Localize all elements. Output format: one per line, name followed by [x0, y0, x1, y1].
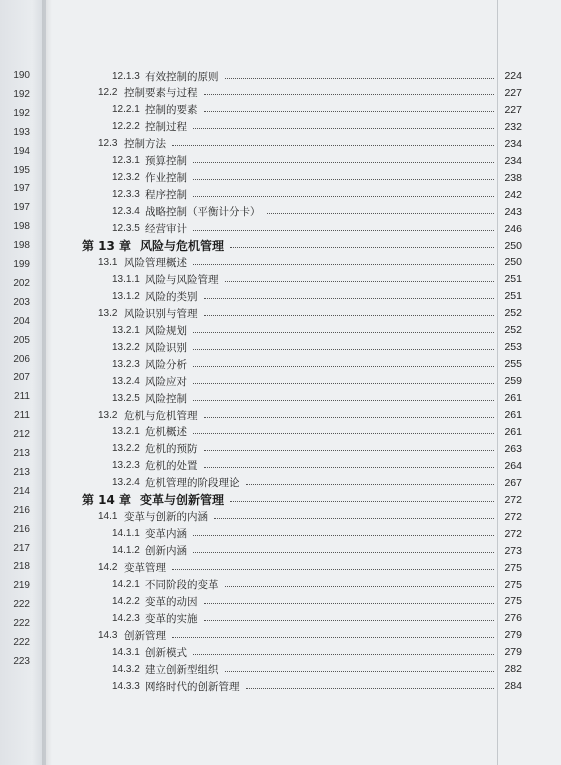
toc-entry-title: 风险识别与管理 — [124, 307, 198, 320]
toc-entry-number: 12.3.2 — [112, 172, 140, 184]
toc-page-number: 272 — [504, 493, 522, 506]
toc-entry-title: 变革的动因 — [145, 595, 198, 608]
toc-section-row[interactable] — [98, 627, 522, 643]
toc-subsection-row[interactable] — [112, 170, 522, 186]
toc-entry-number: 12.2.1 — [112, 104, 140, 116]
toc-entry-title: 危机的预防 — [145, 443, 198, 456]
left-page-number: 211 — [14, 410, 30, 422]
toc-entry-number: 13.2 — [98, 409, 118, 421]
toc-entry-title: 不同阶段的变革 — [145, 579, 219, 591]
toc-entry-title: 经营审计 — [145, 223, 187, 236]
toc-dot-leader — [193, 190, 494, 197]
toc-subsection-row[interactable] — [112, 424, 522, 440]
toc-entry-number: 14.2 — [98, 562, 118, 574]
toc-section-row[interactable] — [98, 254, 522, 270]
toc-page-number: 261 — [504, 392, 522, 405]
left-page-number: 217 — [13, 542, 30, 554]
toc-entry-number: 13.2.1 — [112, 426, 140, 438]
toc-page-number: 251 — [504, 290, 522, 303]
toc-entry-number: 14.1 — [98, 511, 118, 523]
toc-page-number: 224 — [504, 70, 522, 82]
toc-entry-number: 第 14 章 — [82, 493, 132, 508]
toc-entry-title: 控制的要素 — [145, 104, 198, 117]
toc-entry-title: 变革的实施 — [145, 612, 198, 625]
toc-subsection-row[interactable] — [112, 543, 522, 559]
toc-page-number: 234 — [504, 154, 522, 167]
toc-subsection-row[interactable] — [112, 339, 522, 355]
toc-subsection-row[interactable] — [112, 204, 522, 220]
toc-dot-leader — [193, 173, 494, 180]
toc-dot-leader — [230, 495, 494, 502]
toc-entry-title: 作业控制 — [145, 172, 187, 185]
toc-page-number: 275 — [504, 595, 522, 608]
toc-entry-number: 13.2 — [98, 307, 118, 319]
toc-entry-number: 14.2.2 — [112, 595, 140, 607]
toc-page-number: 252 — [504, 307, 522, 320]
left-page-number: 213 — [13, 448, 30, 459]
toc-dot-leader — [204, 614, 495, 621]
toc-entry-title: 风险与风险管理 — [145, 273, 219, 286]
toc-dot-leader — [193, 377, 494, 384]
toc-entry-title: 创新内涵 — [145, 545, 187, 558]
left-page-number: 206 — [13, 353, 30, 365]
left-page-number: 193 — [13, 126, 30, 138]
left-page-number: 214 — [13, 485, 30, 497]
toc-entry-number: 13.1.2 — [112, 290, 140, 302]
toc-entry-number: 13.2.4 — [112, 375, 140, 387]
toc-entry-title: 风险规划 — [145, 324, 187, 337]
toc-entry-number: 13.1 — [98, 256, 118, 268]
toc-dot-leader — [193, 360, 494, 367]
toc-dot-leader — [230, 241, 494, 248]
toc-subsection-row[interactable] — [112, 187, 522, 203]
toc-entry-title: 控制过程 — [145, 121, 187, 134]
toc-section-row[interactable] — [98, 85, 522, 101]
toc-dot-leader — [225, 72, 495, 79]
toc-entry-title: 风险分析 — [145, 358, 187, 371]
left-page-number: 204 — [13, 315, 30, 327]
left-page-number: 213 — [13, 466, 30, 478]
toc-entry-number: 14.1.2 — [112, 545, 140, 557]
left-page-number: 194 — [13, 145, 30, 157]
toc-subsection-row[interactable] — [112, 373, 522, 389]
toc-entry-title: 战略控制（平衡计分卡） — [145, 206, 261, 219]
toc-entry-title: 变革与创新的内涵 — [124, 511, 208, 524]
left-page-number: 203 — [13, 296, 30, 308]
toc-page-number: 242 — [504, 188, 522, 201]
toc-dot-leader — [172, 631, 494, 638]
toc-dot-leader — [214, 512, 494, 519]
toc-page-number: 284 — [504, 680, 522, 693]
toc-subsection-row[interactable] — [112, 322, 522, 338]
toc-entry-number: 12.3.3 — [112, 189, 140, 201]
toc-subsection-row[interactable] — [112, 356, 522, 372]
toc-entry-number: 12.3 — [98, 138, 118, 150]
left-page-number: 197 — [13, 202, 30, 214]
toc-entry-number: 12.1.3 — [112, 70, 140, 82]
toc-subsection-row[interactable] — [112, 593, 522, 609]
toc-page-number: 282 — [504, 663, 522, 676]
toc-entry-number: 14.2.3 — [112, 612, 140, 624]
toc-page-number: 251 — [504, 273, 522, 286]
left-page-number: 192 — [13, 107, 30, 119]
toc-section-row[interactable] — [98, 407, 522, 423]
toc-subsection-row[interactable] — [112, 288, 522, 304]
toc-page-number: 250 — [504, 256, 522, 269]
left-page-number: 211 — [14, 391, 30, 403]
toc-entry-number: 14.3.1 — [112, 646, 140, 658]
toc-page-number: 234 — [504, 137, 522, 150]
toc-subsection-row[interactable] — [112, 153, 522, 169]
toc-dot-leader — [193, 258, 494, 265]
toc-dot-leader — [193, 529, 494, 536]
toc-page-number: 261 — [504, 425, 522, 438]
toc-entry-title: 风险与危机管理 — [140, 239, 225, 253]
toc-entry-number: 13.2.1 — [112, 324, 140, 336]
toc-entry-number: 13.2.3 — [112, 358, 140, 370]
toc-entry-number: 第 13 章 — [82, 239, 132, 253]
toc-entry-title: 变革管理 — [124, 562, 166, 575]
toc-subsection-row[interactable] — [112, 678, 522, 694]
toc-dot-leader — [193, 394, 494, 401]
toc-subsection-row[interactable] — [112, 102, 522, 118]
toc-chapter-row[interactable] — [82, 492, 522, 508]
toc-dot-leader — [204, 105, 495, 112]
toc-entry-title: 危机管理的阶段理论 — [145, 477, 240, 490]
toc-entry-title: 创新管理 — [124, 629, 166, 642]
toc-section-row[interactable] — [98, 136, 522, 152]
left-page-number: 205 — [13, 334, 30, 346]
toc-page-number: 272 — [504, 527, 522, 540]
toc-page-number: 255 — [504, 358, 522, 371]
left-page-number: 212 — [13, 429, 30, 441]
toc-dot-leader — [193, 343, 494, 350]
toc-entry-title: 控制方法 — [124, 138, 166, 151]
toc-dot-leader — [193, 427, 494, 434]
left-page-number: 192 — [13, 88, 30, 100]
toc-dot-leader — [267, 207, 495, 214]
toc-entry-title: 风险的类别 — [145, 290, 198, 303]
toc-page-number: 243 — [504, 205, 522, 218]
toc-page-number: 275 — [504, 561, 522, 574]
toc-entry-title: 危机与危机管理 — [124, 409, 198, 422]
toc-entry-number: 14.2.1 — [112, 579, 140, 590]
toc-entry-number: 12.3.5 — [112, 223, 140, 235]
toc-page-number: 259 — [504, 375, 522, 388]
toc-subsection-row[interactable] — [112, 475, 522, 491]
toc-dot-leader — [204, 444, 495, 451]
left-page-number: 222 — [13, 618, 30, 630]
toc-subsection-row[interactable] — [112, 526, 522, 542]
left-page-number: 222 — [13, 599, 30, 611]
toc-page-number: 272 — [504, 510, 522, 523]
toc-entry-title: 程序控制 — [145, 189, 187, 202]
toc-dot-leader — [204, 461, 495, 468]
toc-entry-number: 13.1.1 — [112, 273, 140, 285]
toc-entry-number: 14.3.3 — [112, 680, 140, 692]
toc-subsection-row[interactable] — [112, 458, 522, 474]
toc-dot-leader — [246, 682, 495, 689]
toc-page-number: 264 — [504, 459, 522, 472]
toc-page-number: 227 — [504, 86, 522, 99]
toc-entry-number: 13.2.3 — [112, 460, 140, 472]
left-page-number: 197 — [13, 183, 30, 195]
toc-dot-leader — [225, 275, 495, 282]
toc-entry-number: 14.3.2 — [112, 663, 140, 675]
toc-section-row[interactable] — [98, 509, 522, 525]
left-page-number: 195 — [13, 164, 30, 176]
toc-entry-number: 13.2.5 — [112, 392, 140, 404]
toc-dot-leader — [225, 665, 495, 672]
toc-subsection-row[interactable] — [112, 610, 522, 626]
toc-entry-title: 预算控制 — [145, 155, 187, 168]
toc-chapter-row[interactable] — [82, 238, 522, 254]
toc-dot-leader — [204, 597, 495, 604]
toc-dot-leader — [193, 156, 494, 163]
toc-page-number: 273 — [504, 544, 522, 557]
toc-dot-leader — [204, 292, 495, 299]
toc-page-number: 252 — [504, 324, 522, 337]
toc-page-number: 267 — [504, 476, 522, 489]
toc-entry-number: 14.1.1 — [112, 528, 140, 540]
toc-subsection-row[interactable] — [112, 271, 522, 287]
toc-page-number: 275 — [504, 578, 522, 591]
toc-section-row[interactable] — [98, 305, 522, 321]
toc-page-number: 246 — [504, 222, 522, 235]
toc-page-number: 279 — [504, 629, 522, 642]
toc-page-number: 238 — [504, 171, 522, 184]
toc-dot-leader — [172, 139, 494, 146]
toc-entry-title: 有效控制的原则 — [145, 70, 219, 83]
toc-entry-title: 危机概述 — [145, 426, 187, 439]
toc-page-number: 263 — [504, 442, 522, 455]
toc-dot-leader — [193, 122, 494, 129]
toc-entry-number: 13.2.4 — [112, 477, 140, 489]
toc-entry-number: 13.2.2 — [112, 443, 140, 455]
left-page-number: 199 — [13, 259, 30, 270]
toc-entry-title: 风险识别 — [145, 341, 187, 354]
left-page-number: 223 — [13, 655, 30, 667]
toc-entry-title: 控制要素与过程 — [124, 87, 198, 100]
left-page-number: 219 — [13, 580, 30, 592]
toc-entry-number: 12.3.1 — [112, 155, 140, 167]
toc-subsection-row[interactable] — [112, 577, 522, 593]
toc-dot-leader — [225, 580, 495, 587]
left-page-number: 198 — [13, 240, 30, 252]
toc-subsection-row[interactable] — [112, 221, 522, 237]
toc-dot-leader — [193, 648, 494, 655]
left-page-number: 216 — [13, 504, 30, 516]
toc-page-number: 279 — [504, 646, 522, 659]
toc-dot-leader — [193, 224, 494, 231]
toc-dot-leader — [204, 411, 495, 418]
toc-page-number: 232 — [504, 120, 522, 133]
toc-page-number: 261 — [504, 409, 522, 421]
toc-dot-leader — [204, 88, 495, 95]
toc-entry-title: 创新模式 — [145, 646, 187, 659]
toc-entry-title: 建立创新型组织 — [145, 663, 219, 676]
toc-entry-title: 变革与创新管理 — [140, 493, 225, 508]
toc-entry-number: 14.3 — [98, 629, 118, 641]
left-page-number: 202 — [13, 277, 30, 289]
toc-subsection-row[interactable] — [112, 119, 522, 135]
toc-dot-leader — [193, 546, 494, 553]
left-page-number: 190 — [13, 70, 30, 81]
toc-subsection-row[interactable] — [112, 68, 522, 84]
left-page-number: 216 — [13, 523, 30, 535]
toc-page-number: 276 — [504, 612, 522, 625]
toc-section-row[interactable] — [98, 560, 522, 576]
toc-subsection-row[interactable] — [112, 390, 522, 406]
toc-subsection-row[interactable] — [112, 661, 522, 677]
left-page-number: 207 — [13, 372, 30, 384]
toc-entry-title: 变革内涵 — [145, 528, 187, 541]
toc-entry-title: 危机的处置 — [145, 460, 198, 473]
toc-subsection-row[interactable] — [112, 644, 522, 660]
toc-page-number: 250 — [504, 239, 522, 252]
toc-dot-leader — [246, 478, 495, 485]
toc-entry-title: 风险控制 — [145, 392, 187, 405]
toc-dot-leader — [172, 563, 494, 570]
left-page-number: 198 — [13, 221, 30, 233]
toc-entry-title: 风险应对 — [145, 375, 187, 388]
toc-page-number: 227 — [504, 103, 522, 116]
toc-entry-number: 13.2.2 — [112, 341, 140, 353]
toc-subsection-row[interactable] — [112, 441, 522, 457]
toc-dot-leader — [193, 326, 494, 333]
toc-entry-number: 12.3.4 — [112, 206, 140, 218]
left-page-number: 222 — [13, 637, 30, 648]
toc-entry-title: 风险管理概述 — [124, 256, 187, 269]
toc-page-number: 253 — [504, 341, 522, 354]
toc-entry-number: 12.2 — [98, 87, 118, 99]
toc-entry-number: 12.2.2 — [112, 121, 140, 133]
left-page-number: 218 — [13, 561, 30, 573]
toc-entry-title: 网络时代的创新管理 — [145, 680, 240, 693]
toc-dot-leader — [204, 309, 495, 316]
